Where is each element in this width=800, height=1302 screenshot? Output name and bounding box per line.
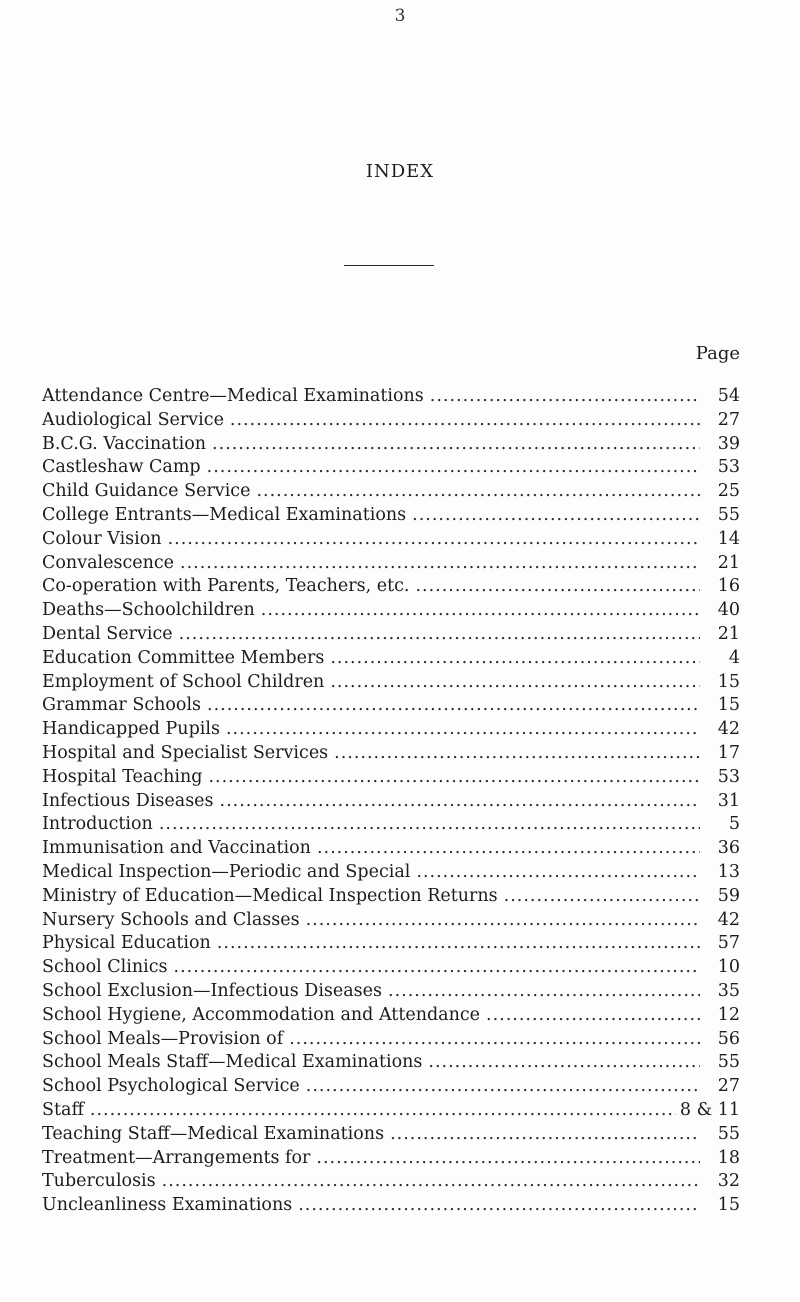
index-entry-title: Infectious Diseases xyxy=(42,790,214,811)
dot-leader xyxy=(207,456,700,480)
index-entry xyxy=(42,1028,740,1052)
index-entry-title: Teaching Staff—Medical Examinations xyxy=(42,1123,385,1144)
index-entry-page: 17 xyxy=(717,742,740,763)
index-entry xyxy=(42,1123,740,1147)
index-entry-title: Colour Vision xyxy=(42,528,162,549)
dot-leader xyxy=(230,409,700,433)
index-entry-title: Dental Service xyxy=(42,623,173,644)
index-entry-title: Treatment—Arrangements for xyxy=(42,1147,311,1168)
index-entry-title: Ministry of Education—Medical Inspection Returns xyxy=(42,885,498,906)
dot-leader xyxy=(504,885,700,909)
index-entry-page: 59 xyxy=(717,885,740,906)
dot-leader xyxy=(334,742,700,766)
dot-leader xyxy=(306,1075,700,1099)
index-entry-title: Grammar Schools xyxy=(42,695,202,716)
index-entry xyxy=(42,1147,740,1171)
dot-leader xyxy=(415,575,700,599)
index-entry-page: 13 xyxy=(717,861,740,882)
index-entry-page: 15 xyxy=(717,1195,740,1216)
dot-leader xyxy=(317,837,700,861)
index-entry-title: Child Guidance Service xyxy=(42,481,251,502)
dot-leader xyxy=(289,1028,700,1052)
index-entry-page: 8 & 11 xyxy=(679,1099,740,1120)
index-entry-page: 32 xyxy=(717,1171,740,1192)
index-entry-title: Education Committee Members xyxy=(42,647,325,668)
index-entry-page: 12 xyxy=(717,1004,740,1025)
index-entry xyxy=(42,599,740,623)
index-entry xyxy=(42,956,740,980)
index-entry-page: 14 xyxy=(717,528,740,549)
dot-leader xyxy=(168,528,700,552)
index-entry xyxy=(42,694,740,718)
dot-leader xyxy=(390,1123,700,1147)
index-entry-title: Nursery Schools and Classes xyxy=(42,909,300,930)
dot-leader xyxy=(162,1170,700,1194)
dot-leader xyxy=(330,647,700,671)
index-entry xyxy=(42,790,740,814)
index-entry-page: 31 xyxy=(717,790,740,811)
page-number: 3 xyxy=(394,6,406,26)
index-entry xyxy=(42,671,740,695)
index-entry xyxy=(42,1051,740,1075)
index-entry xyxy=(42,837,740,861)
dot-leader xyxy=(180,552,700,576)
index-entry-page: 25 xyxy=(717,481,740,502)
index-entry-page: 39 xyxy=(717,433,740,454)
index-entry xyxy=(42,552,740,576)
index-list xyxy=(42,385,740,1218)
page-title: INDEX xyxy=(365,161,435,182)
index-entry-title: Medical Inspection—Periodic and Special xyxy=(42,861,411,882)
dot-leader xyxy=(428,1051,700,1075)
index-entry-title: Castleshaw Camp xyxy=(42,457,201,478)
index-entry-title: Hospital and Specialist Services xyxy=(42,742,329,763)
dot-leader xyxy=(486,1004,700,1028)
index-entry xyxy=(42,385,740,409)
dot-leader xyxy=(217,932,700,956)
index-entry-page: 42 xyxy=(717,909,740,930)
index-entry-title: Hospital Teaching xyxy=(42,766,203,787)
index-entry-page: 53 xyxy=(717,766,740,787)
index-entry xyxy=(42,980,740,1004)
dot-leader xyxy=(208,766,700,790)
index-entry-title: Audiological Service xyxy=(42,409,224,430)
index-entry-title: School Clinics xyxy=(42,957,168,978)
index-entry-page: 21 xyxy=(717,552,740,573)
index-entry xyxy=(42,1075,740,1099)
index-entry xyxy=(42,528,740,552)
dot-leader xyxy=(298,1194,700,1218)
index-entry xyxy=(42,647,740,671)
index-entry-page: 4 xyxy=(728,647,740,668)
index-entry-title: Employment of School Children xyxy=(42,671,325,692)
index-entry xyxy=(42,718,740,742)
dot-leader xyxy=(316,1147,700,1171)
dot-leader xyxy=(159,813,700,837)
dot-leader xyxy=(179,623,700,647)
index-entry-page: 10 xyxy=(717,957,740,978)
index-entry-page: 16 xyxy=(717,576,740,597)
index-entry xyxy=(42,433,740,457)
index-entry xyxy=(42,1004,740,1028)
index-entry-title: Handicapped Pupils xyxy=(42,719,220,740)
index-entry-page: 57 xyxy=(717,933,740,954)
index-entry-title: School Psychological Service xyxy=(42,1076,300,1097)
dot-leader xyxy=(416,861,700,885)
dot-leader xyxy=(220,790,700,814)
index-entry xyxy=(42,575,740,599)
index-entry xyxy=(42,409,740,433)
index-entry-title: College Entrants—Medical Examinations xyxy=(42,504,407,525)
index-entry-page: 15 xyxy=(717,671,740,692)
dot-leader xyxy=(226,718,700,742)
index-entry xyxy=(42,909,740,933)
dot-leader xyxy=(212,433,700,457)
index-entry-page: 42 xyxy=(717,719,740,740)
dot-leader xyxy=(207,694,700,718)
index-entry-title: Attendance Centre—Medical Examinations xyxy=(42,386,424,406)
index-entry-page: 21 xyxy=(717,623,740,644)
page-column-header: Page xyxy=(695,343,740,364)
index-entry-title: Convalescence xyxy=(42,552,175,573)
index-entry-title: Tuberculosis xyxy=(42,1171,156,1192)
dot-leader xyxy=(90,1099,676,1123)
index-entry-title: School Hygiene, Accommodation and Attendance xyxy=(42,1004,481,1025)
dot-leader xyxy=(261,599,700,623)
index-entry-title: Co-operation with Parents, Teachers, etc. xyxy=(42,576,410,597)
index-entry xyxy=(42,742,740,766)
index-entry xyxy=(42,504,740,528)
dot-leader xyxy=(430,385,700,409)
index-entry xyxy=(42,1170,740,1194)
index-entry-page: 56 xyxy=(717,1028,740,1049)
index-entry xyxy=(42,885,740,909)
index-entry-title: Staff xyxy=(42,1099,84,1120)
dot-leader xyxy=(388,980,700,1004)
index-entry-title: School Exclusion—Infectious Diseases xyxy=(42,980,383,1001)
index-entry-page: 54 xyxy=(717,386,740,406)
dot-leader xyxy=(330,671,700,695)
index-entry xyxy=(42,456,740,480)
index-entry-page: 35 xyxy=(717,980,740,1001)
index-entry xyxy=(42,480,740,504)
index-entry xyxy=(42,813,740,837)
index-entry xyxy=(42,766,740,790)
index-entry-title: School Meals Staff—Medical Examinations xyxy=(42,1052,423,1073)
index-entry xyxy=(42,932,740,956)
index-entry xyxy=(42,1194,740,1218)
index-entry-title: Deaths—Schoolchildren xyxy=(42,600,255,621)
title-divider xyxy=(344,265,434,266)
index-entry-title: B.C.G. Vaccination xyxy=(42,433,207,454)
index-entry-page: 53 xyxy=(717,457,740,478)
index-entry-page: 27 xyxy=(717,409,740,430)
dot-leader xyxy=(306,909,700,933)
index-entry-page: 18 xyxy=(717,1147,740,1168)
index-entry-title: School Meals—Provision of xyxy=(42,1028,284,1049)
index-entry-page: 36 xyxy=(717,838,740,859)
index-entry-title: Introduction xyxy=(42,814,153,835)
index-entry-title: Physical Education xyxy=(42,933,211,954)
index-entry-page: 5 xyxy=(728,814,740,835)
index-entry-page: 27 xyxy=(717,1076,740,1097)
dot-leader xyxy=(174,956,700,980)
index-entry-title: Uncleanliness Examinations xyxy=(42,1195,293,1216)
index-entry xyxy=(42,1099,740,1123)
dot-leader xyxy=(256,480,700,504)
index-entry xyxy=(42,623,740,647)
index-entry-page: 15 xyxy=(717,695,740,716)
index-entry-title: Immunisation and Vaccination xyxy=(42,838,311,859)
index-entry xyxy=(42,861,740,885)
index-entry-page: 55 xyxy=(717,1123,740,1144)
index-entry-page: 40 xyxy=(717,600,740,621)
index-entry-page: 55 xyxy=(717,1052,740,1073)
dot-leader xyxy=(412,504,700,528)
index-entry-page: 55 xyxy=(717,504,740,525)
